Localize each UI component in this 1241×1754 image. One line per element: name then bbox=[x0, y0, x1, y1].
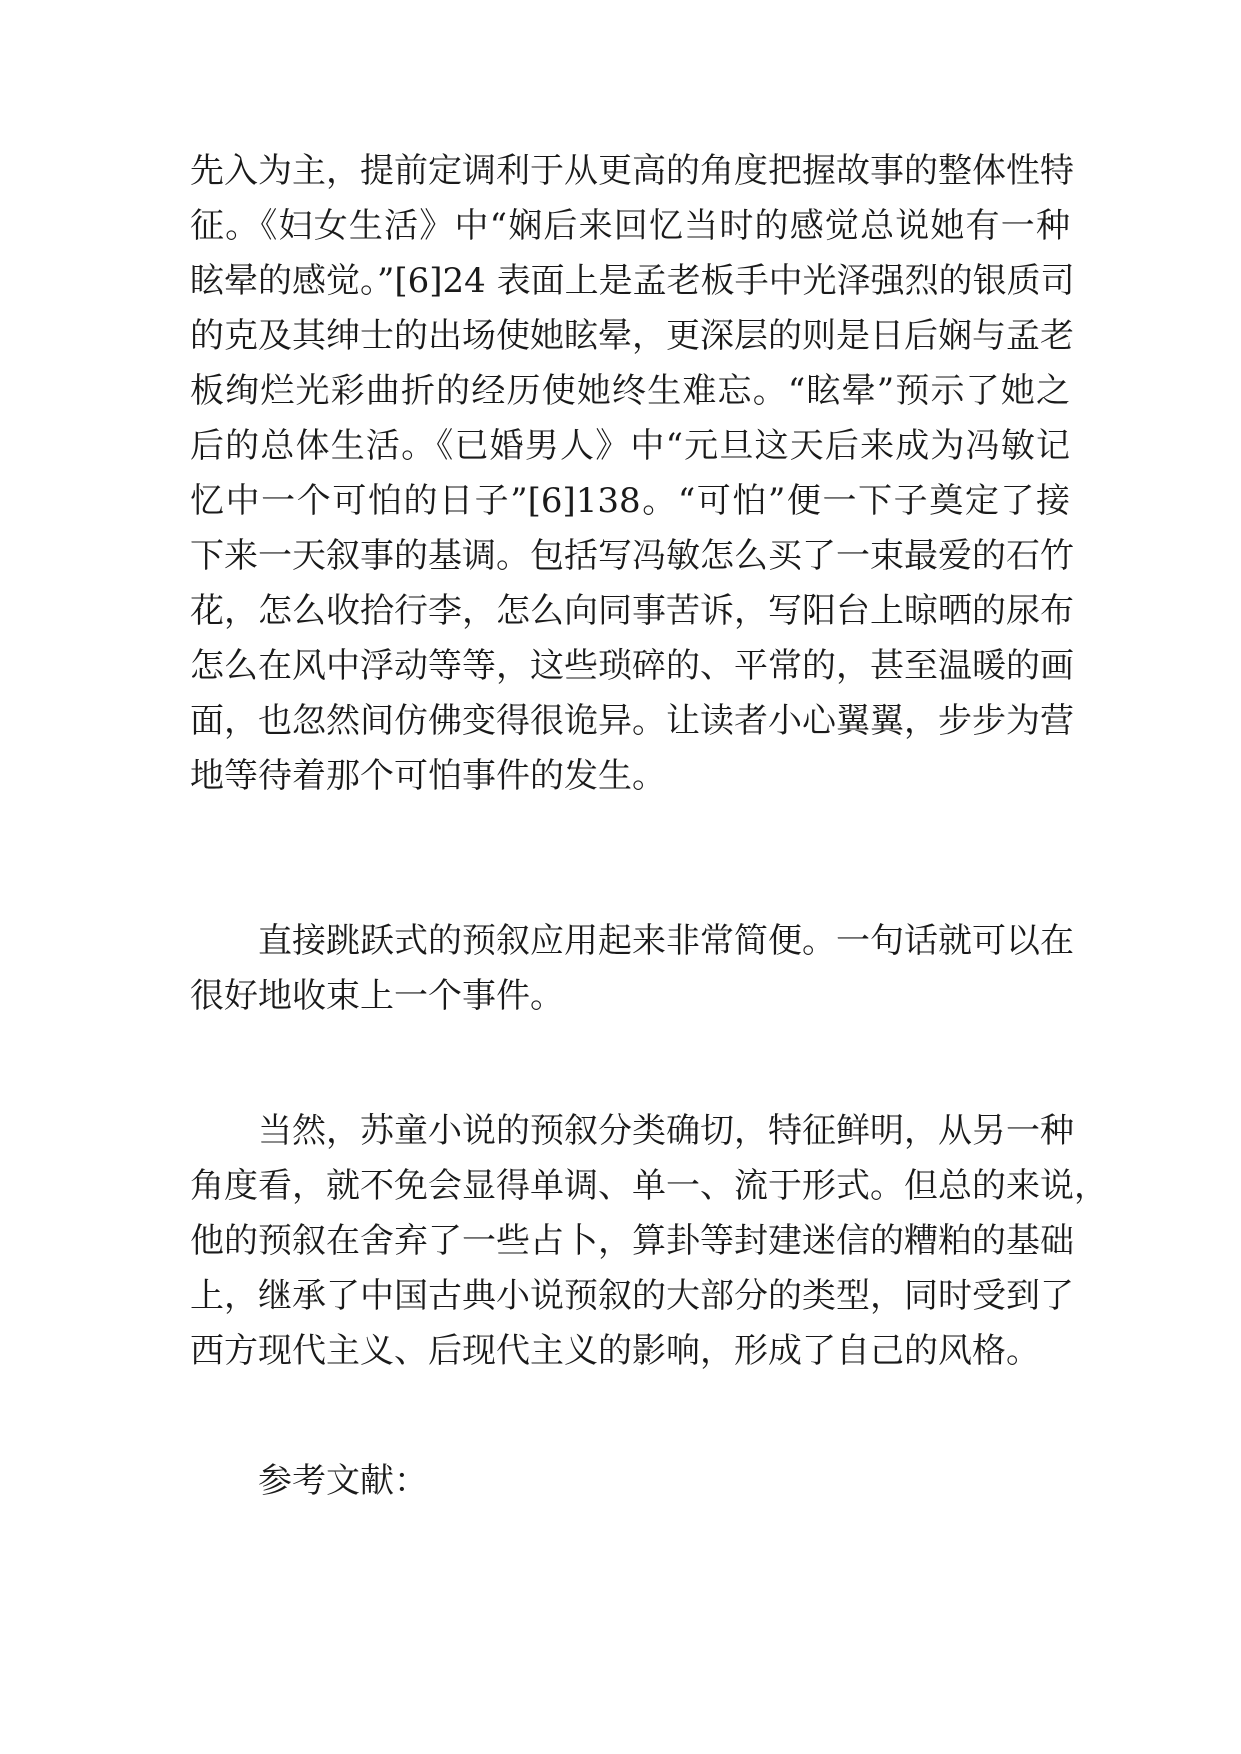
paragraph-3-line-2: 角度看，就不免会显得单调、单一、流于形式。但总的来说， bbox=[190, 1166, 1108, 1206]
paragraph-1-line-6: 后的总体生活。《已婚男人》中“元旦这天后来成为冯敏记 bbox=[190, 426, 1070, 466]
paragraph-1-line-10: 怎么在风中浮动等等，这些琐碎的、平常的，甚至温暖的画 bbox=[190, 646, 1074, 686]
paragraph-1-line-7: 忆中一个可怕的日子”[6]138。“可怕”便一下子奠定了接 bbox=[190, 481, 1070, 521]
paragraph-1-line-8: 下来一天叙事的基调。包括写冯敏怎么买了一束最爱的石竹 bbox=[190, 536, 1074, 576]
paragraph-1-line-12: 地等待着那个可怕事件的发生。 bbox=[190, 756, 666, 796]
references-heading: 参考文献： bbox=[258, 1461, 428, 1501]
paragraph-1-line-9: 花，怎么收拾行李，怎么向同事苦诉，写阳台上晾晒的尿布 bbox=[190, 591, 1074, 631]
paragraph-2-line-2: 很好地收束上一个事件。 bbox=[190, 976, 564, 1016]
paragraph-3-line-3: 他的预叙在舍弃了一些占卜，算卦等封建迷信的糟粕的基础 bbox=[190, 1221, 1074, 1261]
paragraph-1-line-1: 先入为主，提前定调利于从更高的角度把握故事的整体性特 bbox=[190, 151, 1074, 191]
paragraph-3-line-5: 西方现代主义、后现代主义的影响，形成了自己的风格。 bbox=[190, 1331, 1040, 1371]
paragraph-1-line-5: 板绚烂光彩曲折的经历使她终生难忘。“眩晕”预示了她之 bbox=[190, 371, 1070, 411]
paragraph-1-line-2: 征。《妇女生活》中“娴后来回忆当时的感觉总说她有一种 bbox=[190, 206, 1070, 246]
paragraph-1-line-4: 的克及其绅士的出场使她眩晕，更深层的则是日后娴与孟老 bbox=[190, 316, 1074, 356]
paragraph-1-line-11: 面，也忽然间仿佛变得很诡异。让读者小心翼翼，步步为营 bbox=[190, 701, 1074, 741]
paragraph-3-line-4: 上，继承了中国古典小说预叙的大部分的类型，同时受到了 bbox=[190, 1276, 1074, 1316]
paragraph-2-line-1: 直接跳跃式的预叙应用起来非常简便。一句话就可以在 bbox=[258, 921, 1074, 961]
paragraph-1-line-3: 眩晕的感觉。”[6]24 表面上是孟老板手中光泽强烈的银质司 bbox=[190, 261, 1075, 301]
paragraph-3-line-1: 当然，苏童小说的预叙分类确切，特征鲜明，从另一种 bbox=[258, 1111, 1074, 1151]
